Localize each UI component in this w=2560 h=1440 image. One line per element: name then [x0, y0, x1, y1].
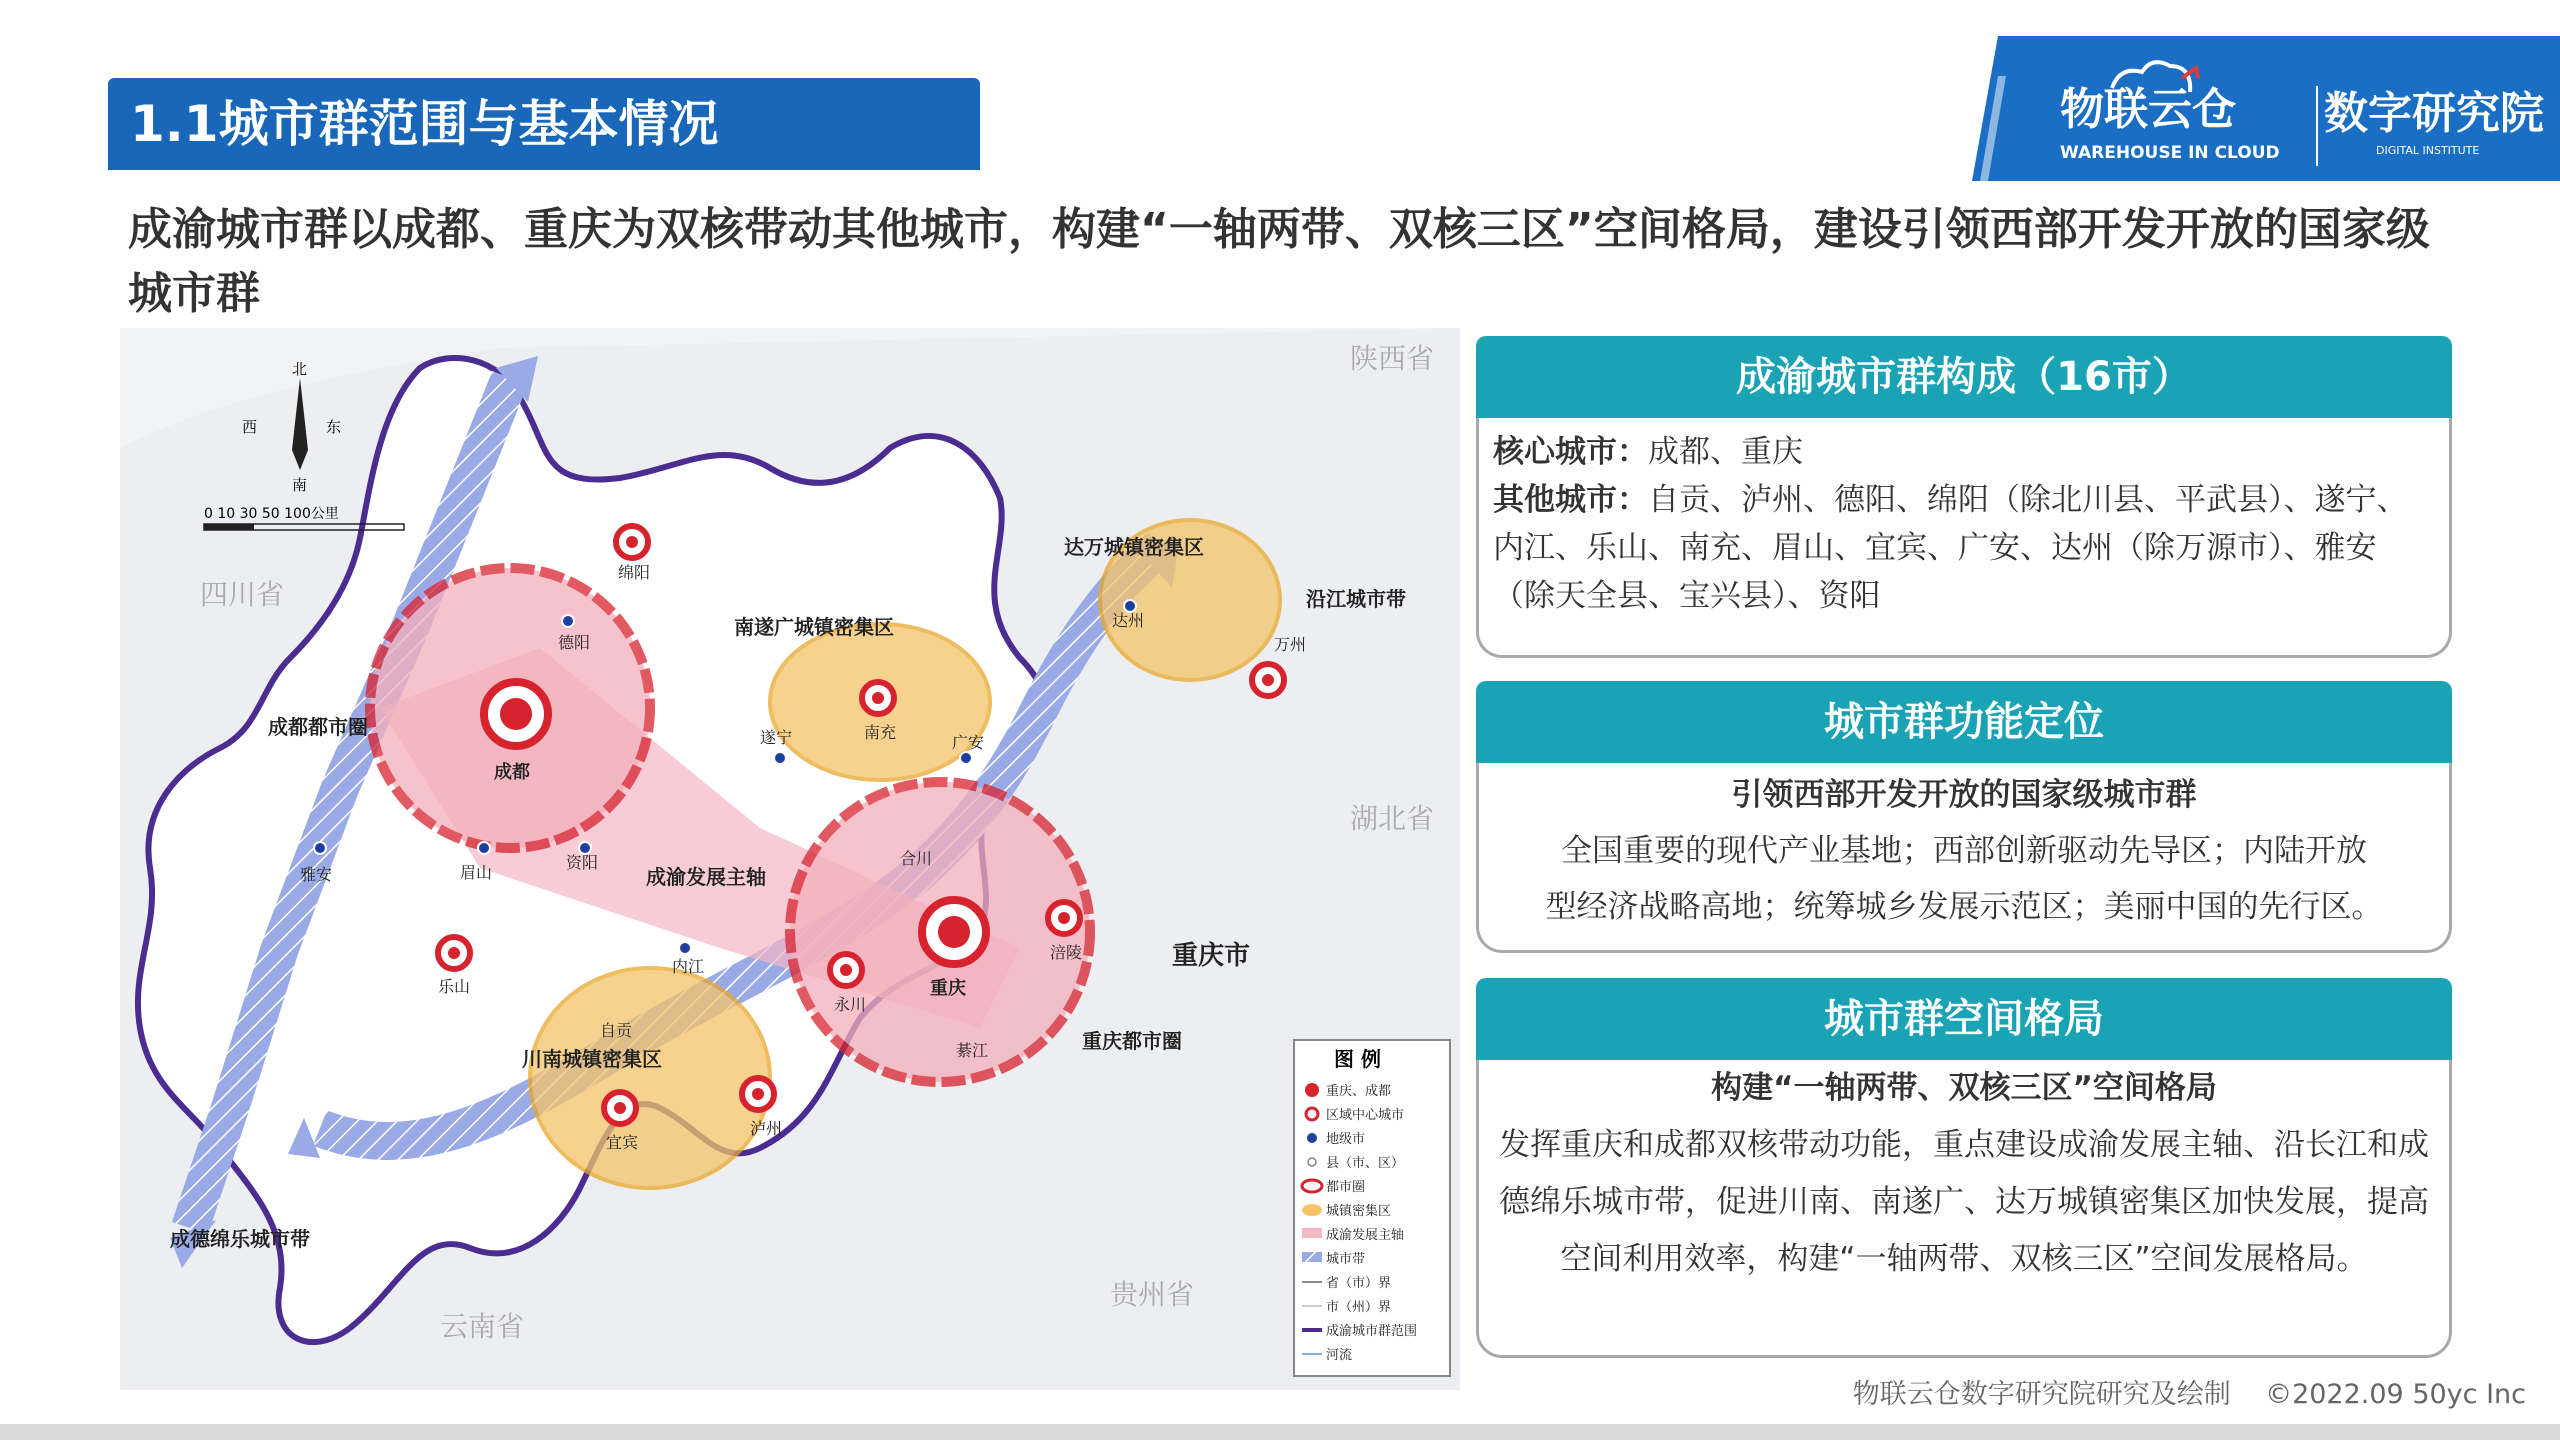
label-ziyang: 资阳 [566, 853, 599, 872]
svg-text:市（州）界: 市（州）界 [1326, 1300, 1392, 1315]
label-nansuiguang: 南遂广城镇密集区 [734, 615, 894, 639]
label-chongqing-circle: 重庆都市圈 [1082, 1029, 1182, 1053]
svg-text:重庆、成都: 重庆、成都 [1326, 1084, 1392, 1099]
institute-en: DIGITAL INSTITUTE [2376, 144, 2480, 157]
core-marker-chongqing [922, 900, 986, 964]
label-guangan: 广安 [952, 733, 985, 752]
section-title: 1.1城市群范围与基本情况 [108, 78, 980, 170]
function-body [1476, 763, 2452, 953]
svg-text:南: 南 [292, 476, 308, 494]
map-legend [1294, 1040, 1450, 1376]
province-sichuan: 四川省 [200, 578, 285, 611]
label-leshan: 乐山 [438, 977, 471, 996]
svg-text:北: 北 [292, 360, 308, 378]
layout-text: 发挥重庆和成都双核带动功能，重点建设成渝发展主轴、沿长江和成德绵乐城市带，促进川南、南遂广、达万城镇密集区加快发展，提高空间利用效率，构建“一轴两带、双核三区”空间发展格局。 [1499, 1127, 2429, 1277]
label-zigong: 自贡 [600, 1021, 633, 1040]
svg-text:西: 西 [242, 418, 258, 436]
label-dawan: 达万城镇密集区 [1064, 535, 1204, 559]
label-meishan: 眉山 [460, 863, 493, 882]
function-header: 城市群功能定位 [1476, 681, 2452, 763]
label-main-axis: 成渝发展主轴 [646, 865, 766, 889]
label-cdml-belt: 成德绵乐城市带 [170, 1227, 310, 1251]
province-yunnan: 云南省 [440, 1310, 525, 1343]
layout-subtitle: 构建“一轴两带、双核三区”空间格局 [1711, 1070, 2217, 1106]
core-marker-chengdu [484, 682, 548, 746]
layout-body [1476, 1060, 2452, 1358]
brand-en: WAREHOUSE IN CLOUD [2060, 143, 2280, 163]
svg-text:区域中心城市: 区域中心城市 [1326, 1108, 1405, 1123]
svg-text:河流: 河流 [1326, 1348, 1353, 1363]
svg-text:都市圈: 都市圈 [1326, 1180, 1366, 1195]
other-cities-label: 其他城市： [1493, 482, 1648, 518]
label-deyang: 德阳 [558, 633, 591, 652]
layout-header: 城市群空间格局 [1476, 978, 2452, 1060]
footer-credit: 物联云仓数字研究院研究及绘制 [1852, 1379, 2231, 1410]
label-yongchuan: 永川 [834, 995, 867, 1014]
headline: 成渝城市群以成都、重庆为双核带动其他城市，构建“一轴两带、双核三区”空间格局，建设引领西部开发开放的国家级城市群 [128, 204, 2430, 319]
svg-text:县（市、区）: 县（市、区） [1326, 1156, 1405, 1171]
label-hechuan: 合川 [900, 849, 933, 868]
composition-header: 成渝城市群构成（16市） [1476, 336, 2452, 418]
function-line-2: 型经济战略高地；统筹城乡发展示范区；美丽中国的先行区。 [1545, 889, 2383, 925]
regional-map [120, 328, 1460, 1390]
footer [1826, 1372, 2526, 1411]
label-qijiang: 綦江 [956, 1041, 989, 1060]
brand-logo [1972, 36, 2560, 181]
label-yibin: 宜宾 [606, 1133, 639, 1152]
svg-text:城市带: 城市带 [1326, 1252, 1366, 1267]
label-nanchong: 南充 [864, 723, 897, 742]
svg-text:0 10 30 50 100公里: 0 10 30 50 100公里 [204, 506, 339, 522]
label-chengdu-circle: 成都都市圈 [268, 715, 368, 739]
label-chengdu: 成都 [494, 762, 530, 783]
label-suining: 遂宁 [760, 728, 793, 747]
svg-text:东: 东 [326, 418, 342, 436]
label-luzhou: 泸州 [750, 1119, 783, 1138]
label-yaan: 雅安 [300, 865, 333, 884]
label-chongqing: 重庆 [930, 978, 966, 999]
label-fuling: 涪陵 [1050, 943, 1083, 962]
province-guizhou: 贵州省 [1110, 1278, 1195, 1311]
province-hubei: 湖北省 [1350, 802, 1435, 835]
bottom-divider [0, 1424, 2560, 1440]
core-cities-value: 成都、重庆 [1648, 434, 1803, 470]
svg-text:城镇密集区: 城镇密集区 [1326, 1204, 1392, 1219]
label-mianyang: 绵阳 [618, 563, 651, 582]
other-cities-value: 自贡、泸州、德阳、绵阳（除北川县、平武县）、遂宁、内江、乐山、南充、眉山、宜宾、广安、达州（除万源市）、雅安（除天全县、宝兴县）、资阳 [1493, 482, 2408, 614]
label-chuannan: 川南城镇密集区 [522, 1047, 662, 1071]
svg-text:省（市）界: 省（市）界 [1326, 1276, 1392, 1291]
svg-text:图 例: 图 例 [1334, 1047, 1381, 1071]
svg-text:成渝城市群范围: 成渝城市群范围 [1326, 1324, 1418, 1339]
label-neijiang: 内江 [672, 957, 705, 976]
svg-text:地级市: 地级市 [1326, 1132, 1366, 1147]
label-wanzhou: 万州 [1274, 635, 1307, 654]
institute-cn: 数字研究院 [2324, 88, 2544, 139]
svg-text:成渝发展主轴: 成渝发展主轴 [1326, 1228, 1405, 1243]
label-chongqing-city: 重庆市 [1172, 941, 1251, 971]
label-yangtze-belt: 沿江城市带 [1306, 587, 1406, 611]
cluster-chuannan [530, 968, 770, 1188]
function-subtitle: 引领西部开发开放的国家级城市群 [1731, 777, 2197, 813]
function-line-1: 全国重要的现代产业基地；西部创新驱动先导区；内陆开放 [1561, 833, 2367, 869]
province-shaanxi: 陕西省 [1350, 342, 1435, 375]
brand-cn: 物联云仓 [2060, 84, 2236, 135]
label-dazhou: 达州 [1112, 611, 1145, 630]
footer-copyright: ©2022.09 50yc Inc [2265, 1379, 2526, 1410]
composition-body [1476, 418, 2452, 658]
core-cities-label: 核心城市： [1493, 434, 1648, 470]
